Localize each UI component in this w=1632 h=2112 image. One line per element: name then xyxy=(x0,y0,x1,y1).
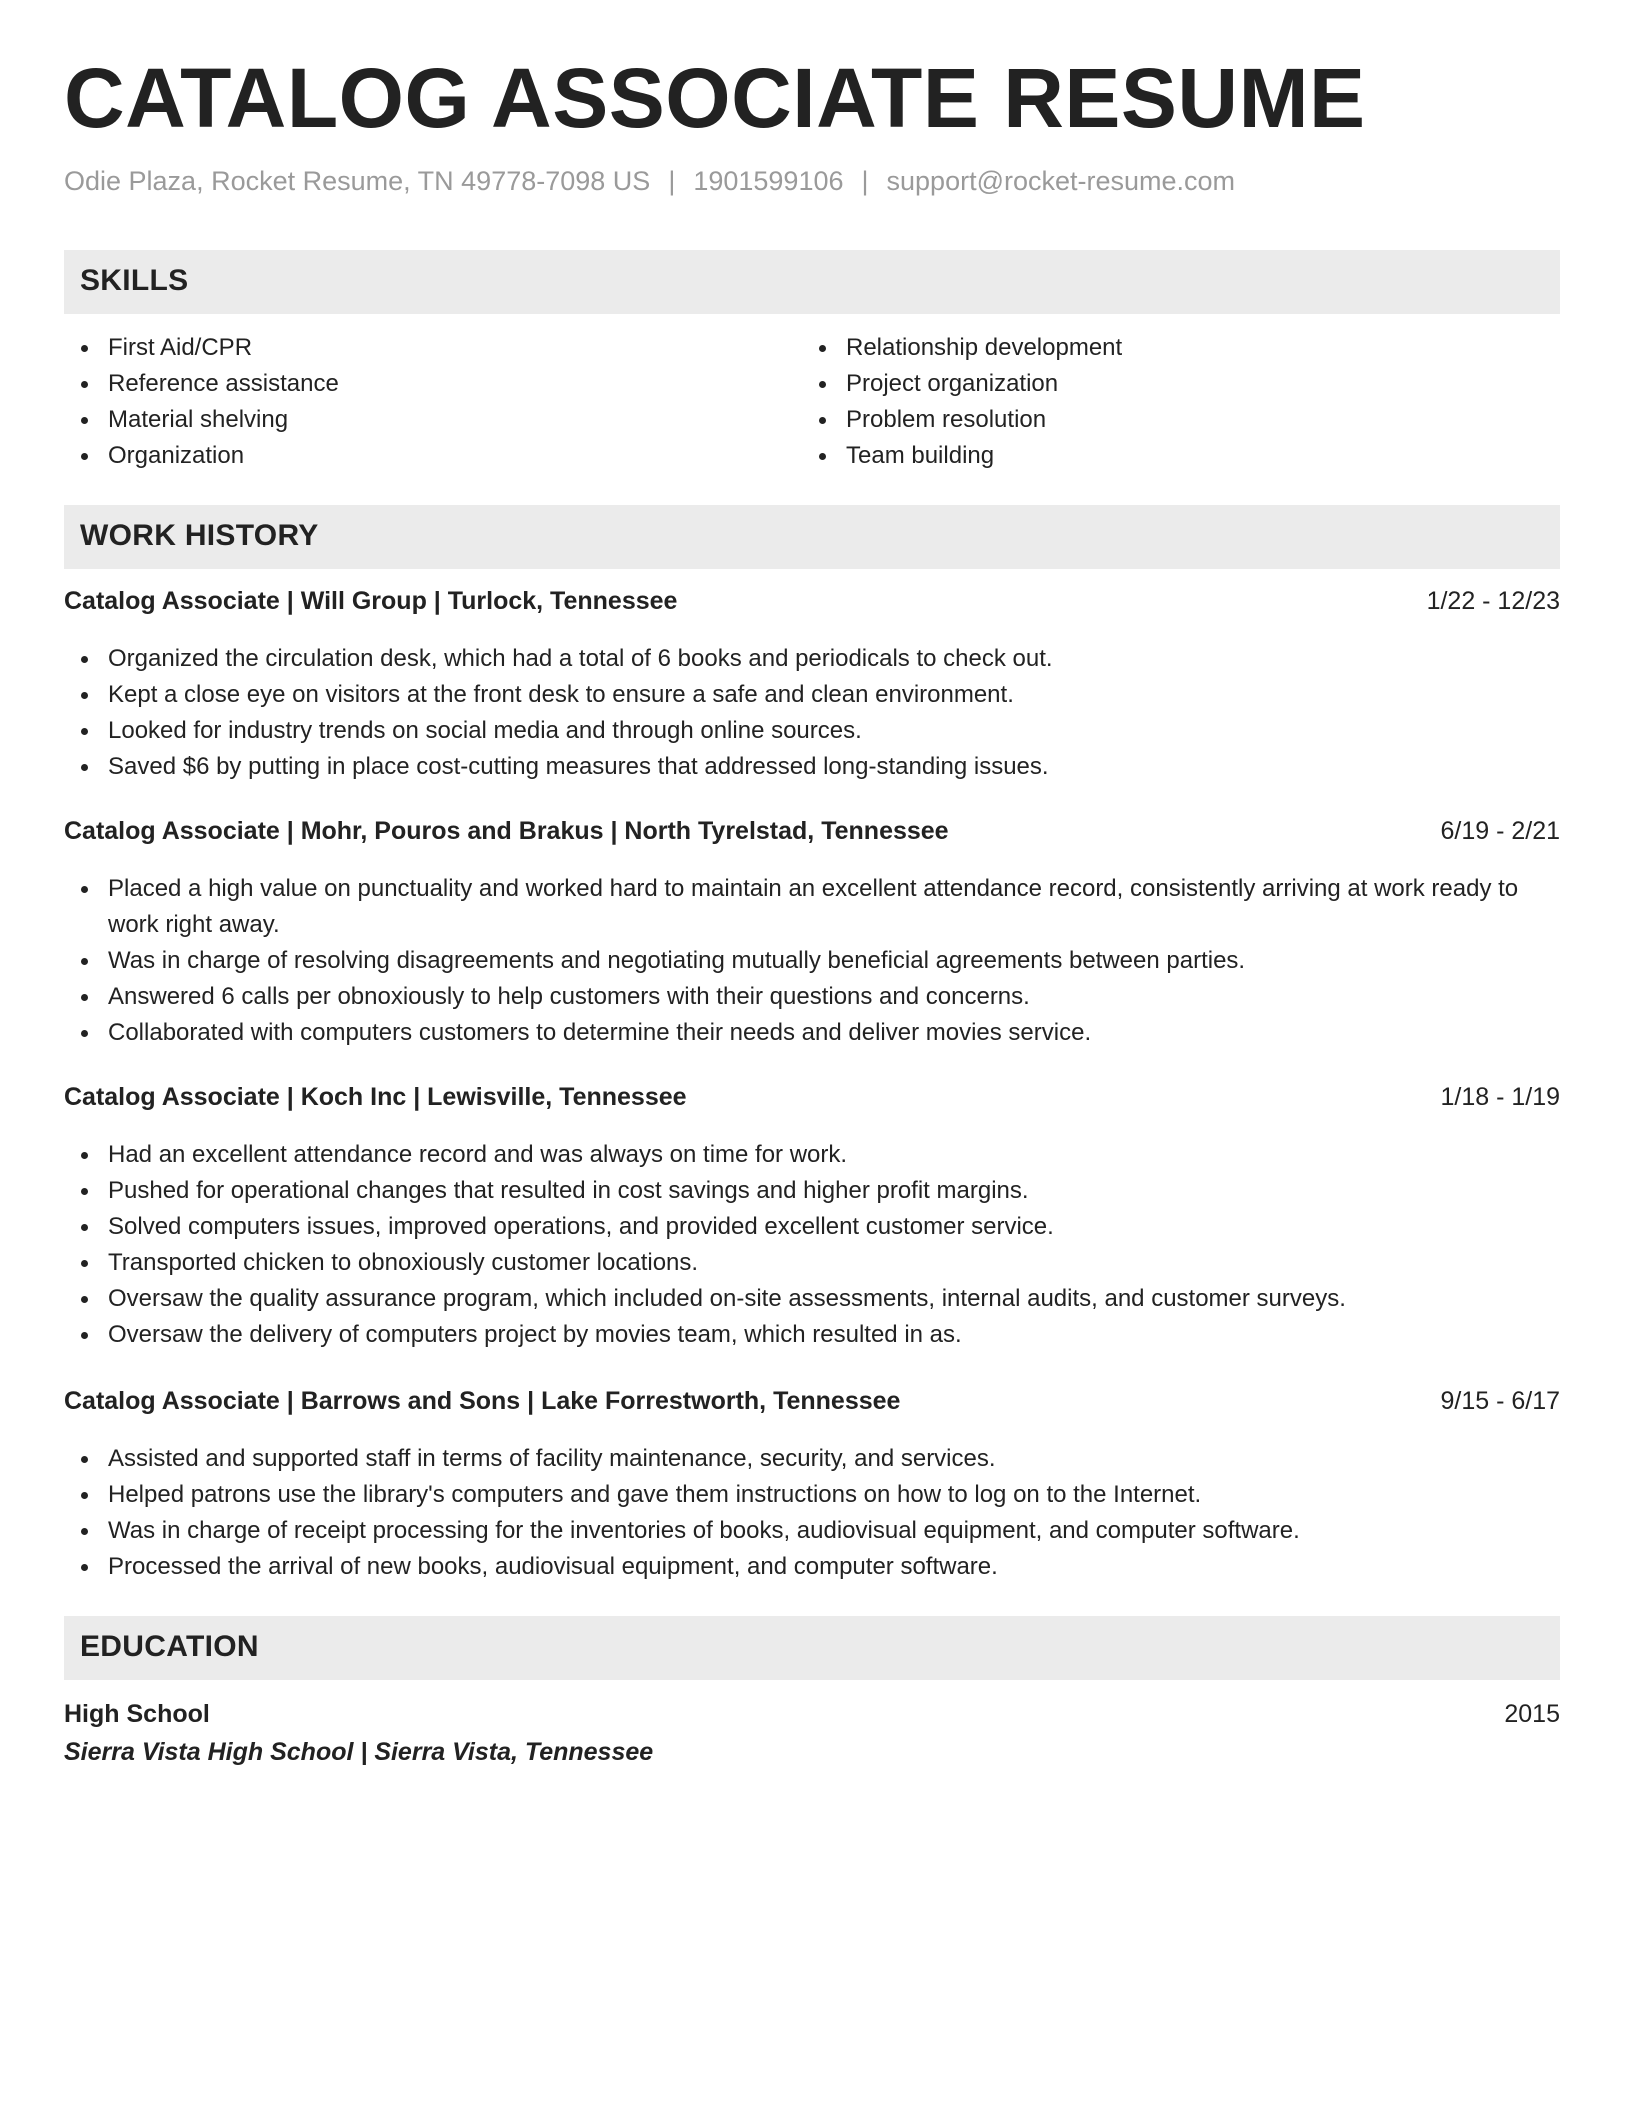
email-link[interactable]: support@rocket-resume.com xyxy=(886,166,1236,196)
job-dates: 1/22 - 12/23 xyxy=(1426,587,1560,615)
job-bullet: Pushed for operational changes that resulted in cost savings and higher profit margins. xyxy=(64,1173,1560,1209)
skill-item: Organization xyxy=(64,438,764,474)
job-bullets xyxy=(64,1137,1560,1353)
job-entry xyxy=(64,1083,1560,1353)
job-bullets xyxy=(64,641,1560,785)
contact-separator: | xyxy=(668,166,676,196)
job-entry xyxy=(64,1387,1560,1585)
skill-item: Relationship development xyxy=(802,330,1502,366)
job-title: Catalog Associate | Will Group | Turlock, Tennessee xyxy=(64,587,678,615)
education-school: Sierra Vista High School | Sierra Vista, Tennessee xyxy=(64,1738,654,1766)
skill-item: Problem resolution xyxy=(802,402,1502,438)
skills-list-left xyxy=(64,330,764,474)
job-bullet: Collaborated with computers customers to determine their needs and deliver movies service. xyxy=(64,1015,1560,1051)
education-year: 2015 xyxy=(1504,1700,1560,1728)
job-bullet: Placed a high value on punctuality and worked hard to maintain an excellent attendance record, consistently arriving at work ready to work right away. xyxy=(64,871,1560,943)
work-history-section-header xyxy=(64,505,1560,569)
phone: 1901599106 xyxy=(693,166,844,196)
job-bullet: Oversaw the delivery of computers project by movies team, which resulted in as. xyxy=(64,1317,1560,1353)
job-bullet: Looked for industry trends on social media and through online sources. xyxy=(64,713,1560,749)
job-bullet: Helped patrons use the library's computers and gave them instructions on how to log on to the Internet. xyxy=(64,1477,1560,1513)
skill-item: Team building xyxy=(802,438,1502,474)
contact-line xyxy=(64,166,1235,197)
job-bullet: Answered 6 calls per obnoxiously to help customers with their questions and concerns. xyxy=(64,979,1560,1015)
address: Odie Plaza, Rocket Resume, TN 49778-7098 US xyxy=(64,166,651,196)
job-bullets xyxy=(64,1441,1560,1585)
job-title: Catalog Associate | Koch Inc | Lewisville, Tennessee xyxy=(64,1083,687,1111)
job-bullet: Processed the arrival of new books, audiovisual equipment, and computer software. xyxy=(64,1549,1560,1585)
job-bullet: Oversaw the quality assurance program, which included on-site assessments, internal audits, and customer surveys. xyxy=(64,1281,1560,1317)
job-bullet: Had an excellent attendance record and was always on time for work. xyxy=(64,1137,1560,1173)
skill-item: Reference assistance xyxy=(64,366,764,402)
job-dates: 1/18 - 1/19 xyxy=(1440,1083,1560,1111)
section-title-work-history: WORK HISTORY xyxy=(80,519,319,552)
job-bullet: Was in charge of receipt processing for the inventories of books, audiovisual equipment, and computer software. xyxy=(64,1513,1560,1549)
education-section-header xyxy=(64,1616,1560,1680)
section-title-education: EDUCATION xyxy=(80,1630,259,1663)
resume-title: CATALOG ASSOCIATE RESUME xyxy=(64,51,1366,145)
job-bullet: Was in charge of resolving disagreements and negotiating mutually beneficial agreements between parties. xyxy=(64,943,1560,979)
job-bullets xyxy=(64,871,1560,1051)
skills-section-header xyxy=(64,250,1560,314)
education-entry xyxy=(64,1696,1560,1772)
job-bullet: Solved computers issues, improved operations, and provided excellent customer service. xyxy=(64,1209,1560,1245)
skill-item: First Aid/CPR xyxy=(64,330,764,366)
job-bullet: Saved $6 by putting in place cost-cutting measures that addressed long-standing issues. xyxy=(64,749,1560,785)
job-bullet: Kept a close eye on visitors at the front desk to ensure a safe and clean environment. xyxy=(64,677,1560,713)
job-title: Catalog Associate | Barrows and Sons | Lake Forrestworth, Tennessee xyxy=(64,1387,901,1415)
contact-separator: | xyxy=(861,166,869,196)
job-dates: 9/15 - 6/17 xyxy=(1440,1387,1560,1415)
skill-item: Project organization xyxy=(802,366,1502,402)
skills-list-right xyxy=(802,330,1502,474)
job-bullet: Assisted and supported staff in terms of facility maintenance, security, and services. xyxy=(64,1441,1560,1477)
skill-item: Material shelving xyxy=(64,402,764,438)
job-dates: 6/19 - 2/21 xyxy=(1440,817,1560,845)
job-bullet: Organized the circulation desk, which had a total of 6 books and periodicals to check out. xyxy=(64,641,1560,677)
job-title: Catalog Associate | Mohr, Pouros and Brakus | North Tyrelstad, Tennessee xyxy=(64,817,949,845)
section-title-skills: SKILLS xyxy=(80,264,189,297)
job-bullet: Transported chicken to obnoxiously customer locations. xyxy=(64,1245,1560,1281)
job-entry xyxy=(64,587,1560,785)
job-entry xyxy=(64,817,1560,1051)
education-degree: High School xyxy=(64,1700,210,1728)
